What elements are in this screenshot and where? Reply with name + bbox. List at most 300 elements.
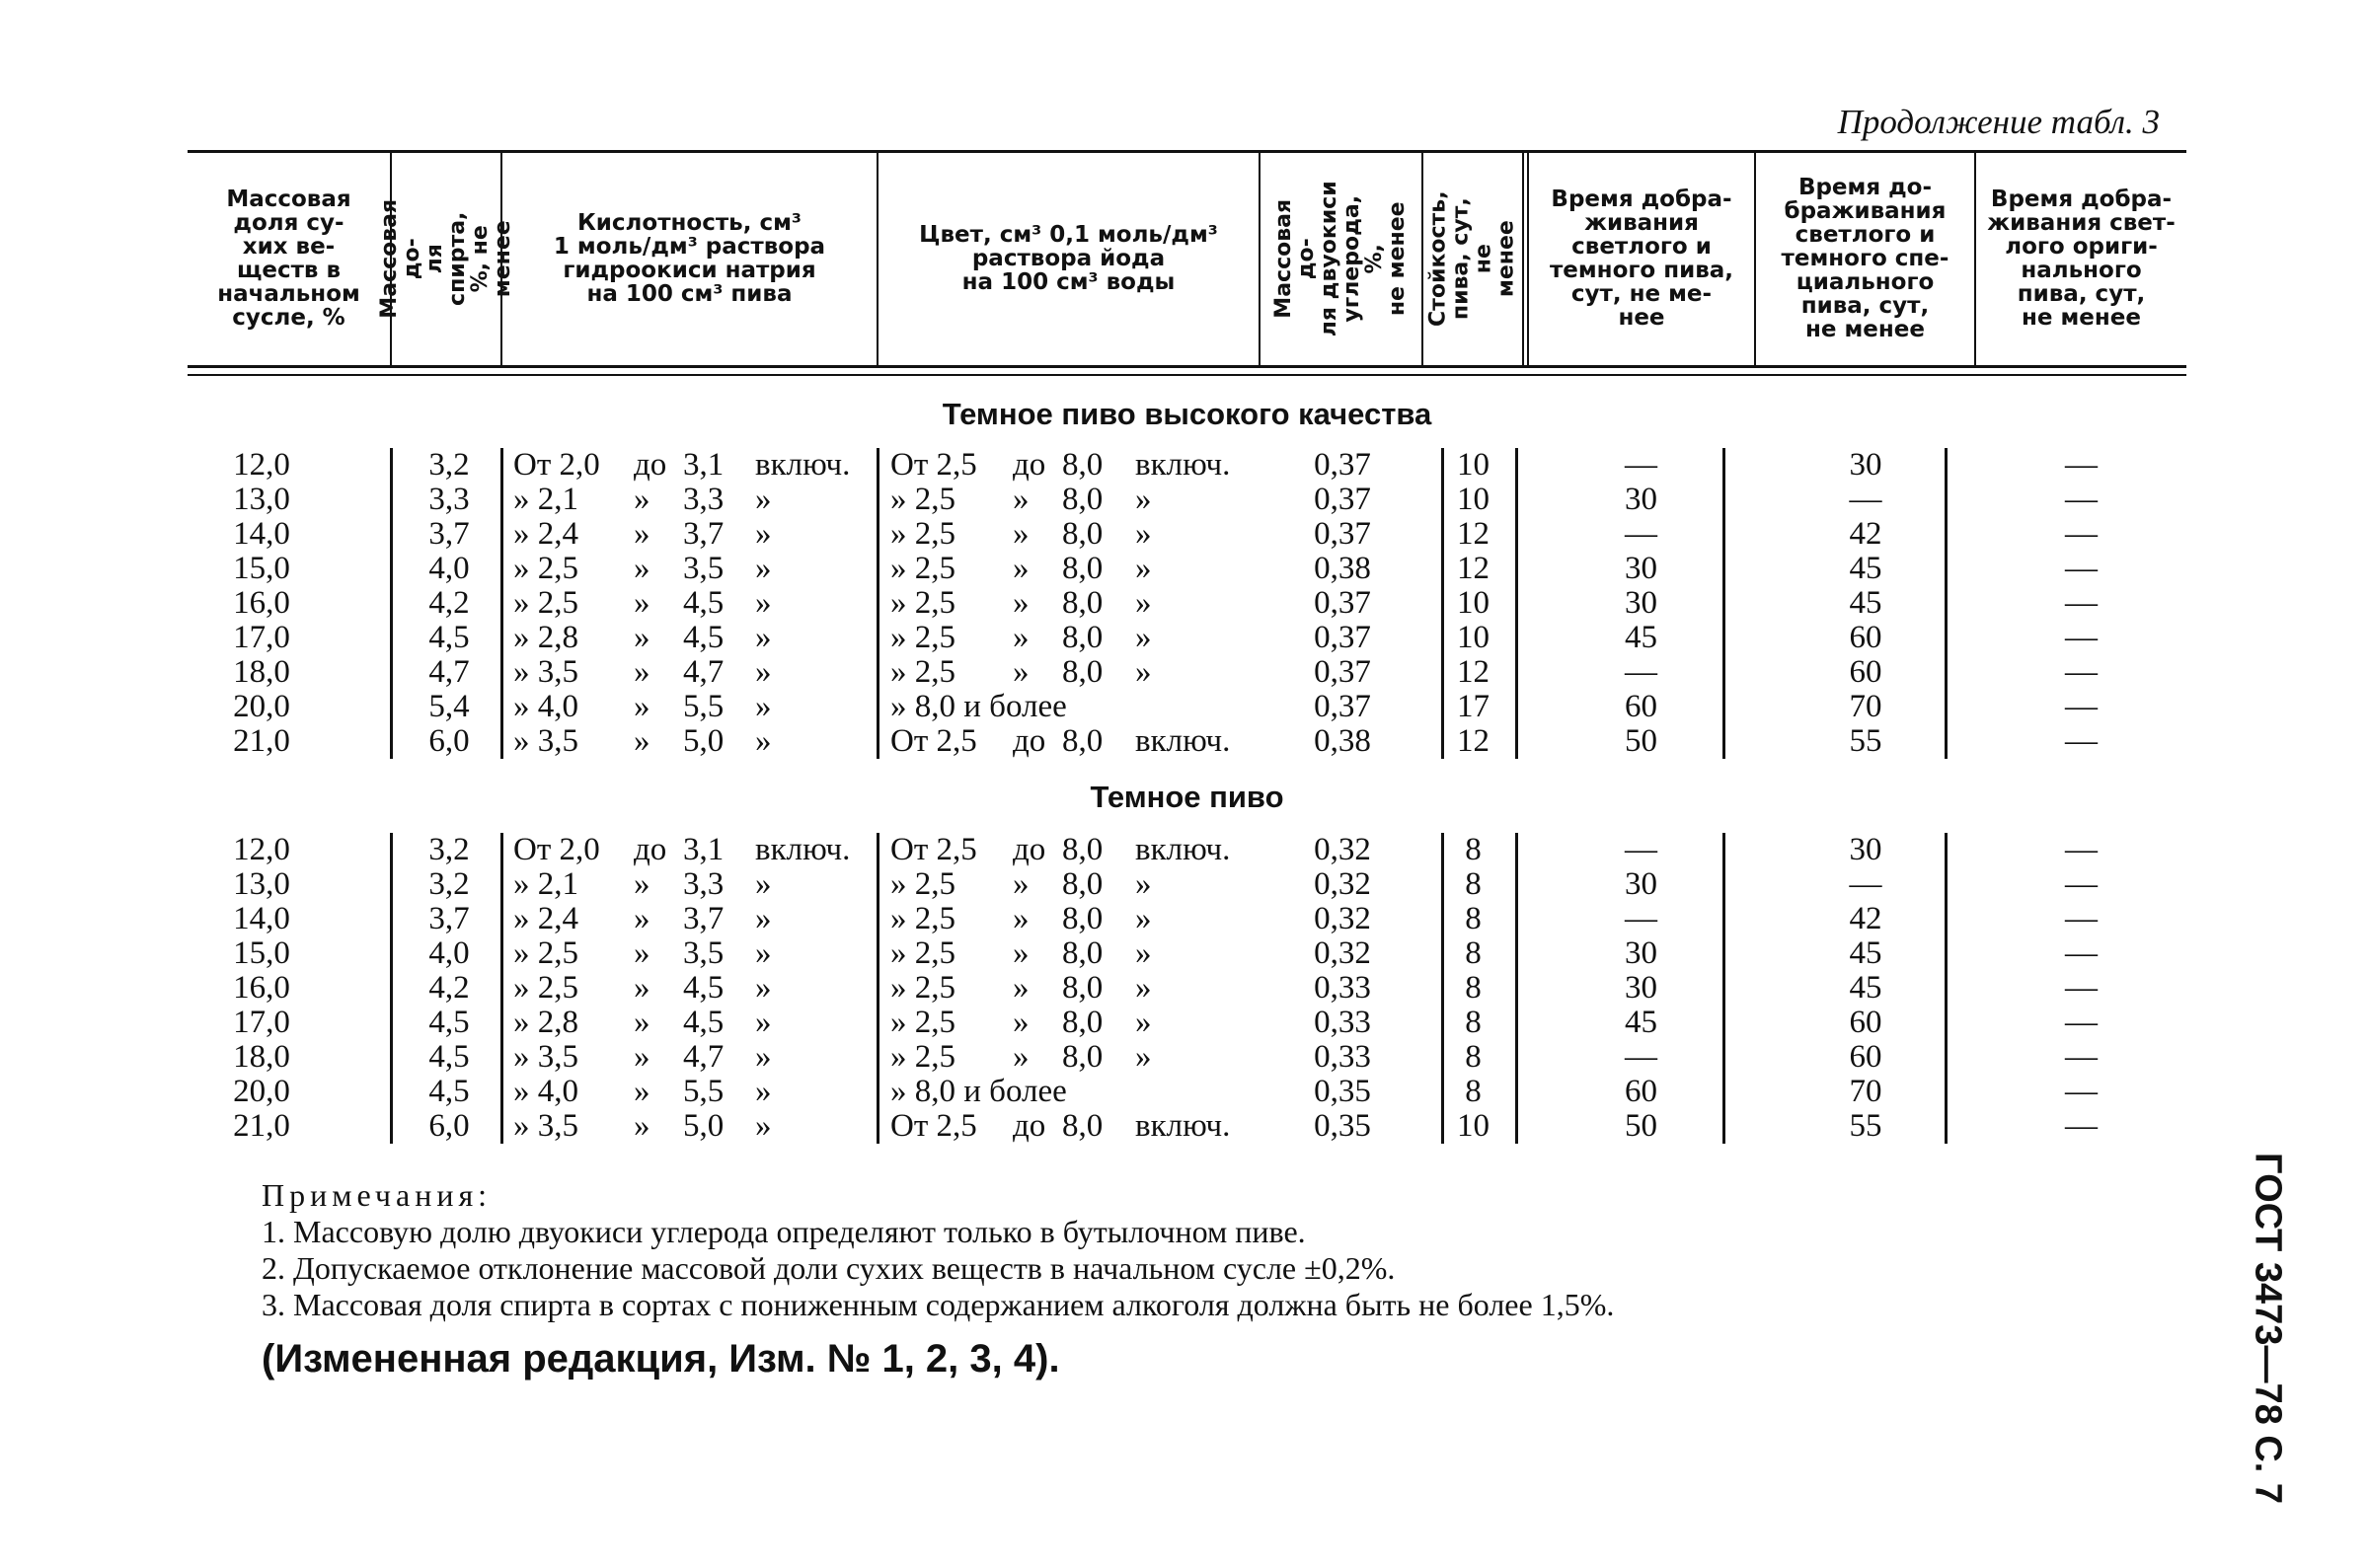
cell-co2: 0,37 — [1314, 654, 1371, 690]
cell-alcohol: 4,7 — [428, 654, 470, 690]
section-rows — [188, 833, 2186, 1144]
cell-fermentation-special: 70 — [1849, 1074, 1882, 1109]
cell-acidity-to-word: » — [634, 1108, 650, 1144]
cell-dry-matter: 13,0 — [233, 482, 290, 517]
table-row — [188, 936, 2186, 971]
cell-fermentation-light-dark: 45 — [1625, 620, 1657, 655]
cell-co2: 0,37 — [1314, 447, 1371, 483]
header-line: темного спе- — [1781, 245, 1949, 271]
cell-color-from: » 2,5 — [890, 551, 955, 586]
section-rows — [188, 448, 2186, 759]
cell-alcohol: 4,5 — [428, 1005, 470, 1040]
cell-color-to: 8,0 — [1062, 620, 1104, 655]
cell-fermentation-original: — — [2065, 723, 2098, 759]
header-line: Массовая — [226, 186, 351, 212]
table-row — [188, 448, 2186, 483]
cell-dry-matter: 17,0 — [233, 620, 290, 655]
cell-acidity-incl: » — [755, 1039, 772, 1075]
cell-alcohol: 3,7 — [428, 901, 470, 936]
cell-color-to-word: » — [1013, 585, 1030, 621]
cell-acidity-from: » 3,5 — [513, 654, 578, 690]
cell-alcohol: 5,4 — [428, 689, 470, 724]
cell-color-incl: » — [1135, 866, 1152, 902]
cell-color-incl: » — [1135, 551, 1152, 586]
cell-color-to-word: до — [1013, 447, 1046, 483]
cell-acidity-to: 4,5 — [683, 1005, 725, 1040]
cell-acidity-to: 3,5 — [683, 935, 725, 971]
cell-acidity-to-word: » — [634, 935, 650, 971]
header-acidity — [502, 152, 877, 365]
cell-acidity-to-word: » — [634, 689, 650, 724]
cell-acidity-to: 4,5 — [683, 620, 725, 655]
cell-stability: 8 — [1465, 935, 1482, 971]
cell-dry-matter: 12,0 — [233, 832, 290, 867]
cell-color-to: 8,0 — [1062, 1005, 1104, 1040]
header-acidity-text — [554, 211, 825, 307]
cell-color-to: 8,0 — [1062, 654, 1104, 690]
cell-co2: 0,37 — [1314, 482, 1371, 517]
note-item: 3. Массовая доля спирта в сортах с пониженным содержанием алкоголя должна быть не более 1,5%. — [262, 1287, 1615, 1322]
cell-color-to: 8,0 — [1062, 901, 1104, 936]
cell-color-from: » 2,5 — [890, 585, 955, 621]
header-line: сут, не ме- — [1570, 281, 1713, 308]
cell-color-to: 8,0 — [1062, 516, 1104, 552]
header-bottom-rule-second — [188, 374, 2186, 376]
table-continuation-title: Продолжение табл. 3 — [1837, 103, 2160, 141]
cell-color-range: » 8,0 и более — [890, 689, 1067, 724]
cell-acidity-from: » 2,4 — [513, 901, 578, 936]
cell-acidity-from: » 2,5 — [513, 585, 578, 621]
cell-fermentation-original: — — [2065, 654, 2098, 690]
cell-dry-matter: 20,0 — [233, 689, 290, 724]
cell-alcohol: 3,2 — [428, 832, 470, 867]
notes — [262, 1177, 1614, 1323]
cell-acidity-from: » 2,1 — [513, 482, 578, 517]
cell-dry-matter: 20,0 — [233, 1074, 290, 1109]
column-divider — [877, 833, 879, 1144]
cell-acidity-incl: » — [755, 935, 772, 971]
header-line: раствора йода — [971, 245, 1166, 271]
cell-alcohol: 3,2 — [428, 447, 470, 483]
page-side-label — [2233, 1153, 2302, 1504]
header-line: гидроокиси натрия — [563, 258, 816, 283]
header-line: не менее — [1804, 317, 1925, 343]
cell-color-from: От 2,5 — [890, 1108, 977, 1144]
cell-stability: 12 — [1457, 723, 1490, 759]
side-label-text: ГОСТ 3473—78 С. 7 — [2247, 1153, 2289, 1504]
cell-acidity-to-word: » — [634, 970, 650, 1006]
cell-acidity-incl: » — [755, 866, 772, 902]
cell-acidity-from: » 2,5 — [513, 551, 578, 586]
cell-acidity-to-word: до — [634, 832, 667, 867]
cell-color-to-word: до — [1013, 832, 1046, 867]
cell-alcohol: 3,2 — [428, 866, 470, 902]
cell-acidity-to: 3,3 — [683, 866, 725, 902]
cell-alcohol: 3,7 — [428, 516, 470, 552]
cell-alcohol: 4,5 — [428, 1074, 470, 1109]
column-divider — [1515, 833, 1518, 1144]
header-line: 1 моль/дм³ раствора — [553, 233, 826, 260]
cell-acidity-to: 4,5 — [683, 970, 725, 1006]
cell-color-incl: » — [1135, 901, 1152, 936]
cell-fermentation-special: 45 — [1849, 935, 1882, 971]
cell-acidity-to: 5,0 — [683, 1108, 725, 1144]
table-row — [188, 1040, 2186, 1075]
cell-fermentation-light-dark: 30 — [1625, 970, 1657, 1006]
cell-co2: 0,37 — [1314, 620, 1371, 655]
cell-co2: 0,38 — [1314, 551, 1371, 586]
cell-acidity-from: » 2,1 — [513, 866, 578, 902]
cell-alcohol: 4,5 — [428, 1039, 470, 1075]
cell-fermentation-original: — — [2065, 1005, 2098, 1040]
cell-color-to-word: » — [1013, 1039, 1030, 1075]
cell-color-from: » 2,5 — [890, 654, 955, 690]
cell-color-to-word: » — [1013, 935, 1030, 971]
cell-fermentation-light-dark: — — [1625, 1039, 1657, 1075]
cell-fermentation-special: 55 — [1849, 723, 1882, 759]
cell-fermentation-original: — — [2065, 970, 2098, 1006]
cell-fermentation-light-dark: 30 — [1625, 482, 1657, 517]
note-item: 1. Массовую долю двуокиси углерода определяют только в бутылочном пиве. — [262, 1214, 1306, 1249]
cell-dry-matter: 16,0 — [233, 970, 290, 1006]
header-fermentation-light-dark-text — [1550, 187, 1733, 331]
table-row — [188, 724, 2186, 759]
cell-co2: 0,37 — [1314, 516, 1371, 552]
cell-co2: 0,37 — [1314, 585, 1371, 621]
cell-fermentation-original: — — [2065, 689, 2098, 724]
cell-stability: 8 — [1465, 1039, 1482, 1075]
cell-fermentation-light-dark: — — [1625, 654, 1657, 690]
cell-acidity-from: » 3,5 — [513, 1039, 578, 1075]
cell-color-from: » 2,5 — [890, 866, 955, 902]
table-row — [188, 1075, 2186, 1109]
cell-acidity-to-word: » — [634, 1074, 650, 1109]
cell-acidity-to-word: » — [634, 585, 650, 621]
cell-fermentation-special: 60 — [1849, 1039, 1882, 1075]
cell-stability: 10 — [1457, 1108, 1490, 1144]
cell-acidity-incl: » — [755, 1108, 772, 1144]
cell-fermentation-original: — — [2065, 516, 2098, 552]
table-row — [188, 1006, 2186, 1040]
cell-acidity-to: 3,7 — [683, 901, 725, 936]
table-row — [188, 655, 2186, 690]
cell-color-to-word: » — [1013, 901, 1030, 936]
header-line: сусле, % — [232, 305, 345, 332]
table-row — [188, 483, 2186, 517]
cell-fermentation-original: — — [2065, 482, 2098, 517]
cell-color-to: 8,0 — [1062, 1039, 1104, 1075]
table-row — [188, 621, 2186, 655]
cell-color-to: 8,0 — [1062, 447, 1104, 483]
cell-fermentation-light-dark: 60 — [1625, 1074, 1657, 1109]
header-line: на 100 см³ пива — [586, 281, 793, 308]
note-item: 2. Допускаемое отклонение массовой доли сухих веществ в начальном сусле ±0,2%. — [262, 1250, 1396, 1286]
cell-color-from: » 2,5 — [890, 901, 955, 936]
cell-acidity-from: » 2,5 — [513, 935, 578, 971]
column-divider — [1945, 833, 1948, 1144]
column-divider — [500, 448, 503, 759]
header-fermentation-original-text — [1987, 187, 2176, 331]
cell-acidity-to: 3,1 — [683, 832, 725, 867]
cell-color-incl: » — [1135, 482, 1152, 517]
cell-fermentation-light-dark: 30 — [1625, 866, 1657, 902]
cell-dry-matter: 13,0 — [233, 866, 290, 902]
cell-dry-matter: 17,0 — [233, 1005, 290, 1040]
cell-fermentation-special: 42 — [1849, 516, 1882, 552]
header-fermentation-special — [1756, 152, 1974, 365]
cell-color-from: » 2,5 — [890, 482, 955, 517]
cell-color-from: » 2,5 — [890, 1005, 955, 1040]
cell-dry-matter: 15,0 — [233, 935, 290, 971]
header-line: Время добра- — [1990, 186, 2173, 212]
cell-fermentation-light-dark: 50 — [1625, 1108, 1657, 1144]
header-stability — [1423, 152, 1522, 365]
section-title: Темное пиво высокого качества — [942, 397, 1432, 431]
cell-fermentation-original: — — [2065, 832, 2098, 867]
cell-color-from: От 2,5 — [890, 723, 977, 759]
cell-co2: 0,33 — [1314, 1039, 1371, 1075]
header-line: темного пива, — [1549, 258, 1734, 283]
cell-color-to: 8,0 — [1062, 482, 1104, 517]
cell-fermentation-light-dark: — — [1625, 516, 1657, 552]
cell-fermentation-light-dark: — — [1625, 447, 1657, 483]
cell-fermentation-special: — — [1849, 866, 1882, 902]
header-line: Цвет, см³ 0,1 моль/дм³ — [919, 221, 1218, 248]
cell-color-from: » 2,5 — [890, 970, 955, 1006]
header-line: браживания — [1784, 197, 1947, 224]
cell-dry-matter: 18,0 — [233, 654, 290, 690]
header-line: хих ве- — [242, 233, 336, 260]
cell-fermentation-light-dark: 50 — [1625, 723, 1657, 759]
cell-acidity-to: 4,7 — [683, 1039, 725, 1075]
cell-color-to: 8,0 — [1062, 585, 1104, 621]
cell-acidity-from: » 3,5 — [513, 1108, 578, 1144]
cell-acidity-to: 3,1 — [683, 447, 725, 483]
cell-acidity-from: » 2,5 — [513, 970, 578, 1006]
cell-stability: 8 — [1465, 1074, 1482, 1109]
column-divider — [1441, 833, 1444, 1144]
column-divider — [390, 833, 393, 1144]
cell-acidity-from: » 2,8 — [513, 620, 578, 655]
column-divider — [500, 833, 503, 1144]
column-divider — [1515, 448, 1518, 759]
cell-alcohol: 4,2 — [428, 970, 470, 1006]
cell-fermentation-light-dark: 45 — [1625, 1005, 1657, 1040]
table-row — [188, 517, 2186, 552]
cell-color-incl: включ. — [1135, 723, 1231, 759]
cell-alcohol: 3,3 — [428, 482, 470, 517]
cell-co2: 0,33 — [1314, 970, 1371, 1006]
cell-color-incl: включ. — [1135, 1108, 1231, 1144]
cell-acidity-incl: » — [755, 970, 772, 1006]
section-title: Темное пиво — [1090, 780, 1284, 814]
cell-color-to: 8,0 — [1062, 832, 1104, 867]
cell-acidity-incl: » — [755, 689, 772, 724]
cell-color-from: От 2,5 — [890, 832, 977, 867]
cell-acidity-to: 4,7 — [683, 654, 725, 690]
cell-co2: 0,35 — [1314, 1108, 1371, 1144]
cell-acidity-to-word: » — [634, 1005, 650, 1040]
cell-fermentation-special: 70 — [1849, 689, 1882, 724]
column-divider — [390, 448, 393, 759]
cell-color-to-word: » — [1013, 516, 1030, 552]
cell-fermentation-original: — — [2065, 1074, 2098, 1109]
header-divider — [1522, 152, 1524, 367]
cell-color-to: 8,0 — [1062, 551, 1104, 586]
header-line: начальном — [217, 281, 360, 308]
cell-acidity-to: 5,5 — [683, 1074, 725, 1109]
header-co2 — [1261, 152, 1421, 365]
header-dry-matter-text — [217, 187, 360, 331]
cell-color-to-word: » — [1013, 1005, 1030, 1040]
table-row — [188, 552, 2186, 586]
header-line: Время до- — [1797, 174, 1933, 200]
cell-fermentation-special: 60 — [1849, 654, 1882, 690]
cell-acidity-to-word: » — [634, 620, 650, 655]
table-row — [188, 902, 2186, 936]
cell-fermentation-original: — — [2065, 447, 2098, 483]
cell-fermentation-special: 30 — [1849, 832, 1882, 867]
cell-fermentation-original: — — [2065, 866, 2098, 902]
cell-co2: 0,32 — [1314, 832, 1371, 867]
cell-fermentation-original: — — [2065, 620, 2098, 655]
cell-acidity-incl: » — [755, 1005, 772, 1040]
column-divider — [1722, 833, 1725, 1144]
cell-fermentation-special: 60 — [1849, 1005, 1882, 1040]
cell-co2: 0,35 — [1314, 1074, 1371, 1109]
header-line: Время добра- — [1551, 186, 1732, 212]
header-line: пива, сут, — [2017, 281, 2146, 308]
cell-stability: 10 — [1457, 447, 1490, 483]
cell-acidity-to-word: » — [634, 1039, 650, 1075]
cell-color-to-word: » — [1013, 551, 1030, 586]
cell-stability: 8 — [1465, 970, 1482, 1006]
cell-stability: 8 — [1465, 866, 1482, 902]
header-line: лого ориги- — [2005, 233, 2158, 260]
cell-color-to-word: » — [1013, 482, 1030, 517]
cell-color-to: 8,0 — [1062, 970, 1104, 1006]
cell-fermentation-original: — — [2065, 901, 2098, 936]
column-divider — [1441, 448, 1444, 759]
cell-fermentation-special: 42 — [1849, 901, 1882, 936]
cell-color-to: 8,0 — [1062, 723, 1104, 759]
header-line: циального — [1796, 269, 1935, 296]
cell-acidity-to: 3,5 — [683, 551, 725, 586]
header-line: на 100 см³ воды — [961, 269, 1176, 296]
cell-acidity-to-word: » — [634, 901, 650, 936]
cell-color-incl: » — [1135, 1039, 1152, 1075]
cell-stability: 17 — [1457, 689, 1490, 724]
cell-co2: 0,38 — [1314, 723, 1371, 759]
column-divider — [877, 448, 879, 759]
column-divider — [1722, 448, 1725, 759]
cell-acidity-to-word: » — [634, 482, 650, 517]
header-line: пива, сут, — [1800, 293, 1930, 320]
cell-stability: 10 — [1457, 620, 1490, 655]
header-line: ществ в — [236, 258, 342, 283]
cell-color-incl: » — [1135, 935, 1152, 971]
column-divider — [1945, 448, 1948, 759]
cell-fermentation-special: — — [1849, 482, 1882, 517]
cell-acidity-incl: » — [755, 901, 772, 936]
header-line: нального — [2021, 258, 2142, 283]
cell-fermentation-original: — — [2065, 935, 2098, 971]
cell-color-to-word: » — [1013, 866, 1030, 902]
cell-dry-matter: 16,0 — [233, 585, 290, 621]
header-line: нее — [1618, 305, 1665, 332]
cell-acidity-incl: » — [755, 723, 772, 759]
cell-acidity-incl: » — [755, 585, 772, 621]
header-line: живания — [1584, 209, 1699, 236]
header-fermentation-original — [1976, 152, 2186, 365]
cell-color-to-word: » — [1013, 654, 1030, 690]
cell-dry-matter: 15,0 — [233, 551, 290, 586]
table-row — [188, 971, 2186, 1006]
cell-fermentation-original: — — [2065, 551, 2098, 586]
cell-color-incl: » — [1135, 970, 1152, 1006]
cell-acidity-to-word: до — [634, 447, 667, 483]
table-row — [188, 833, 2186, 867]
cell-stability: 8 — [1465, 832, 1482, 867]
cell-alcohol: 4,5 — [428, 620, 470, 655]
cell-acidity-from: От 2,0 — [513, 832, 600, 867]
cell-color-incl: » — [1135, 516, 1152, 552]
cell-fermentation-special: 60 — [1849, 620, 1882, 655]
header-line: живания свет- — [1987, 209, 2176, 236]
header-fermentation-light-dark — [1529, 152, 1754, 365]
cell-color-to: 8,0 — [1062, 1108, 1104, 1144]
cell-fermentation-light-dark: 30 — [1625, 551, 1657, 586]
cell-fermentation-special: 45 — [1849, 551, 1882, 586]
cell-fermentation-special: 55 — [1849, 1108, 1882, 1144]
header-line: светлого и — [1571, 233, 1712, 260]
cell-fermentation-original: — — [2065, 1039, 2098, 1075]
cell-dry-matter: 12,0 — [233, 447, 290, 483]
table-row — [188, 867, 2186, 902]
cell-color-range: » 8,0 и более — [890, 1074, 1067, 1109]
cell-acidity-to: 3,7 — [683, 516, 725, 552]
cell-co2: 0,37 — [1314, 689, 1371, 724]
cell-acidity-to-word: » — [634, 654, 650, 690]
cell-stability: 10 — [1457, 585, 1490, 621]
cell-acidity-from: » 2,8 — [513, 1005, 578, 1040]
header-bottom-rule — [188, 365, 2186, 368]
notes-caption: Примечания: — [262, 1177, 493, 1213]
header-fermentation-special-text — [1782, 176, 1949, 342]
cell-fermentation-original: — — [2065, 585, 2098, 621]
header-co2-text: Массовая до- ля двуокиси углерода, %, не менее — [1271, 181, 1411, 336]
cell-color-from: » 2,5 — [890, 1039, 955, 1075]
cell-stability: 12 — [1457, 516, 1490, 552]
cell-fermentation-light-dark: — — [1625, 832, 1657, 867]
table-row — [188, 690, 2186, 724]
cell-stability: 10 — [1457, 482, 1490, 517]
header-line: Кислотность, см³ — [577, 209, 802, 236]
cell-color-to-word: до — [1013, 1108, 1046, 1144]
cell-acidity-to: 5,5 — [683, 689, 725, 724]
cell-color-to-word: » — [1013, 970, 1030, 1006]
header-color-text — [919, 223, 1218, 294]
cell-alcohol: 4,2 — [428, 585, 470, 621]
cell-dry-matter: 21,0 — [233, 723, 290, 759]
cell-acidity-to-word: » — [634, 551, 650, 586]
cell-color-incl: » — [1135, 654, 1152, 690]
cell-color-from: » 2,5 — [890, 620, 955, 655]
cell-dry-matter: 18,0 — [233, 1039, 290, 1075]
cell-color-incl: включ. — [1135, 832, 1231, 867]
cell-alcohol: 4,0 — [428, 935, 470, 971]
cell-dry-matter: 14,0 — [233, 901, 290, 936]
